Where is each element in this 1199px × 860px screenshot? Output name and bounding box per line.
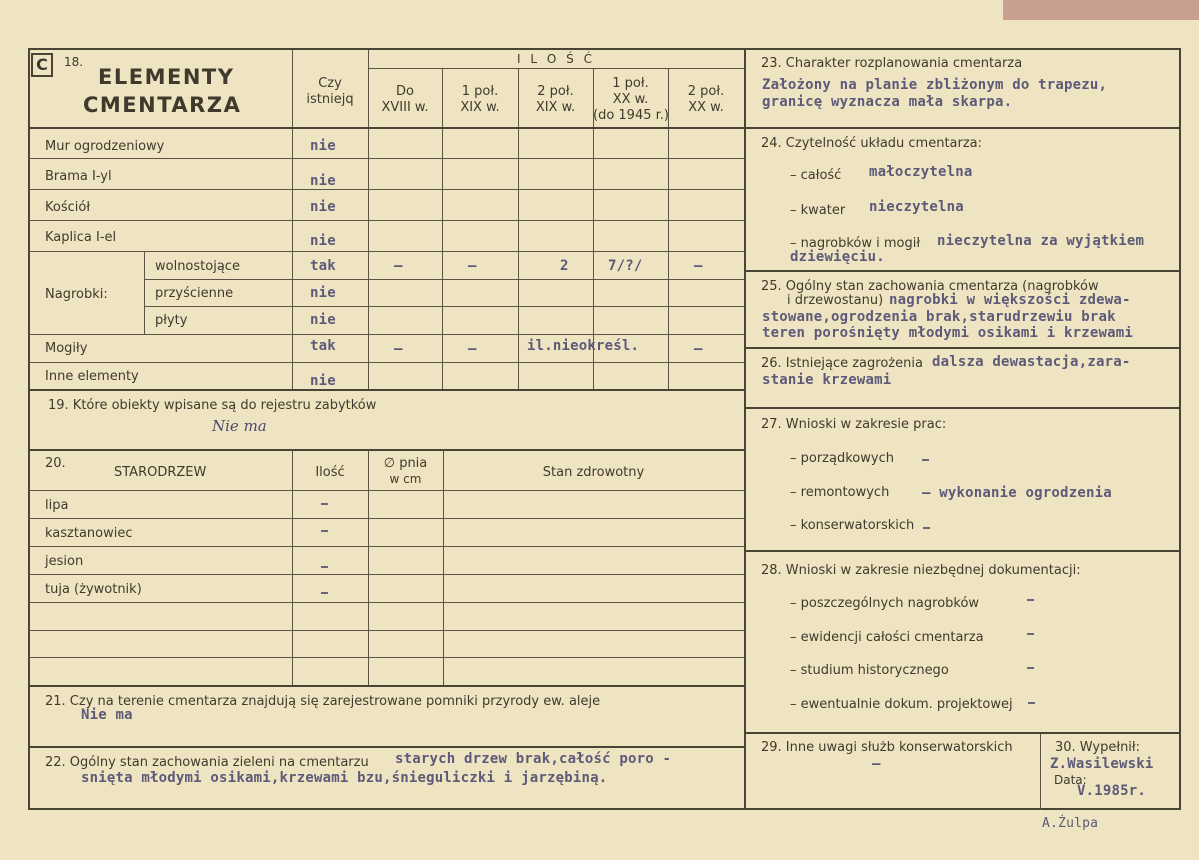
col-header-1xx-3: (do 1945 r.) bbox=[593, 108, 669, 123]
section-26-value-2: stanie krzewami bbox=[762, 372, 892, 388]
section-18-number: 18. bbox=[64, 55, 84, 69]
section-26-label: 26. Istniejące zagrożenia bbox=[761, 356, 923, 371]
section-20-number: 20. bbox=[45, 456, 66, 471]
dokumentacja-dash bbox=[1027, 599, 1034, 601]
col-header-1xx-1: 1 poł. bbox=[612, 76, 649, 91]
section-23-value-1: Założony na planie zbliżonym do trapezu, bbox=[762, 77, 1108, 93]
data-value: V.1985r. bbox=[1077, 783, 1147, 799]
grid-line bbox=[28, 685, 745, 687]
tree-row-jesion: jesion bbox=[45, 554, 84, 569]
section-28-label: 28. Wnioski w zakresie niezbędnej dokumentacji: bbox=[761, 563, 1081, 578]
col-header-xviii-1: Do bbox=[396, 84, 414, 99]
dokumentacja-dash bbox=[1028, 702, 1035, 704]
czytelnosc-nagrobkow-label: – nagrobków i mogił bbox=[790, 236, 921, 251]
grid-line bbox=[28, 251, 744, 252]
row-value-mur: nie bbox=[310, 138, 336, 154]
grid-line bbox=[28, 334, 744, 335]
footer-signature: A.Żulpa bbox=[1042, 816, 1099, 831]
section-22-value-2: snięta młodymi osikami,krzewami bzu,śnieguliczki i jarzębiną. bbox=[81, 770, 608, 786]
czy-header-2: istniejq bbox=[306, 92, 354, 107]
section-21-label: 21. Czy na terenie cmentarza znajdują się zarejestrowane pomniki przyrody ew. aleje bbox=[45, 694, 601, 709]
grid-line bbox=[28, 220, 744, 221]
mogily-c34: il.nieokreśl. bbox=[527, 338, 640, 354]
mogily-c5: – bbox=[694, 341, 703, 357]
col-header-1xix-1: 1 poł. bbox=[461, 84, 499, 99]
section-18-title-2: CMENTARZA bbox=[83, 93, 242, 117]
data-label: Data: bbox=[1054, 773, 1087, 787]
starodrzew-stan-header: Stan zdrowotny bbox=[542, 465, 645, 480]
wolnostojace-c5: – bbox=[694, 258, 703, 274]
grid-line bbox=[28, 746, 745, 748]
wolnostojace-c1: – bbox=[394, 258, 403, 274]
section-25-label-2: i drzewostanu) bbox=[787, 293, 884, 308]
column-divider bbox=[744, 48, 746, 810]
grid-line bbox=[292, 449, 293, 685]
czytelnosc-calosc-label: – całość bbox=[790, 168, 842, 183]
mogily-c2: – bbox=[468, 341, 477, 357]
section-23-label: 23. Charakter rozplanowania cmentarza bbox=[761, 56, 1023, 71]
dokumentacja-dash bbox=[1027, 667, 1034, 669]
grid-line bbox=[28, 127, 745, 129]
section-25-value-3: teren porośnięty młodymi osikami i krzewami bbox=[762, 326, 1134, 341]
section-26-value-1: dalsza dewastacja,zara- bbox=[932, 354, 1131, 370]
prace-remontowe-value: – wykonanie ogrodzenia bbox=[922, 485, 1112, 501]
col-header-2xix-2: XIX w. bbox=[535, 100, 576, 115]
section-23-value-2: granicę wyznacza mała skarpa. bbox=[762, 94, 1013, 110]
grid-line bbox=[745, 270, 1181, 272]
grid-line bbox=[28, 574, 744, 575]
section-20-title: STARODRZEW bbox=[114, 465, 207, 480]
section-22-value-1: starych drzew brak,całość poro - bbox=[395, 751, 672, 767]
grid-line bbox=[745, 732, 1181, 734]
col-header-2xx-2: XX w. bbox=[688, 100, 724, 115]
czy-header-1: Czy bbox=[318, 76, 342, 91]
grid-line bbox=[745, 127, 1181, 129]
col-header-xviii-2: XVIII w. bbox=[381, 100, 429, 115]
grid-line bbox=[518, 68, 519, 390]
grid-line bbox=[28, 490, 744, 491]
row-label-wolnostojace: wolnostojące bbox=[155, 259, 240, 274]
wolnostojace-c4: 7/?/ bbox=[608, 258, 643, 274]
grid-line bbox=[144, 279, 744, 280]
row-label-brama: Brama I-yl bbox=[45, 169, 112, 184]
ilosc-header: I L O Ś Ć bbox=[517, 52, 595, 66]
row-value-brama: nie bbox=[310, 173, 336, 189]
wolnostojace-c2: – bbox=[468, 258, 477, 274]
section-19-label: 19. Które obiekty wpisane są do rejestru zabytków bbox=[48, 398, 377, 413]
row-value-przyscienne: nie bbox=[310, 285, 336, 301]
starodrzew-pnia-header-2: w cm bbox=[389, 472, 422, 486]
tree-ilosc-dash bbox=[321, 530, 328, 532]
section-30-label: 30. Wypełnił: bbox=[1055, 740, 1140, 755]
prace-remontowe: – remontowych bbox=[790, 485, 890, 500]
czytelnosc-kwater-label: – kwater bbox=[790, 203, 846, 218]
tree-ilosc-dash bbox=[321, 503, 328, 505]
grid-line bbox=[368, 68, 744, 69]
col-header-2xix-1: 2 poł. bbox=[537, 84, 574, 99]
prace-porzadkowe: – porządkowych bbox=[790, 451, 894, 466]
row-label-mogily: Mogiły bbox=[45, 341, 88, 356]
grid-line bbox=[28, 158, 744, 159]
prace-porzadkowe-dash bbox=[922, 459, 929, 461]
dokumentacja-item: – studium historycznego bbox=[790, 663, 949, 678]
grid-line bbox=[745, 347, 1181, 349]
section-25-value-2: stowane,ogrodzenia brak,starudrzewiu brak bbox=[762, 309, 1116, 325]
tree-row-kasztanowiec: kasztanowiec bbox=[45, 526, 133, 541]
row-label-kaplica: Kaplica I-el bbox=[45, 230, 117, 245]
czytelnosc-kwater-value: nieczytelna bbox=[869, 199, 964, 215]
grid-line bbox=[28, 630, 744, 631]
col-header-2xx-1: 2 poł. bbox=[687, 84, 725, 99]
col-header-1xx-2: XX w. bbox=[612, 92, 649, 107]
dokumentacja-dash bbox=[1027, 633, 1034, 635]
section-letter-box: C bbox=[31, 53, 53, 77]
row-label-kosciol: Kościół bbox=[45, 200, 91, 215]
row-value-wolnostojace: tak bbox=[310, 258, 336, 274]
col-divider-29-30 bbox=[1040, 733, 1041, 810]
row-label-plyty: płyty bbox=[155, 313, 188, 328]
binding-strip bbox=[1003, 0, 1199, 20]
dokumentacja-item: – ewidencji całości cmentarza bbox=[790, 630, 984, 645]
section-25-value-1: nagrobki w większości zdewa- bbox=[889, 292, 1131, 308]
grid-line bbox=[28, 602, 744, 603]
grid-line bbox=[28, 362, 744, 363]
wolnostojace-c3: 2 bbox=[560, 258, 569, 274]
dokumentacja-item: – poszczególnych nagrobków bbox=[790, 596, 980, 611]
czytelnosc-nagrobkow-value-2: dziewięciu. bbox=[790, 249, 885, 265]
tree-row-tuja: tuja (żywotnik) bbox=[45, 582, 142, 597]
starodrzew-ilosc-header: Ilość bbox=[315, 465, 345, 480]
grid-line bbox=[745, 407, 1181, 409]
section-22-label: 22. Ogólny stan zachowania zieleni na cmentarzu bbox=[45, 755, 369, 770]
starodrzew-pnia-header-1: ∅ pnia bbox=[383, 456, 428, 471]
grid-line bbox=[442, 68, 443, 390]
section-29-value: – bbox=[872, 756, 881, 772]
row-label-mur: Mur ogrodzeniowy bbox=[45, 139, 165, 154]
section-24-label: 24. Czytelność układu cmentarza: bbox=[761, 136, 983, 151]
col-header-1xix-2: XIX w. bbox=[460, 100, 500, 115]
grid-line bbox=[28, 657, 744, 658]
mogily-c1: – bbox=[394, 341, 403, 357]
row-label-przyscienne: przyścienne bbox=[155, 286, 234, 301]
wypelnil-name: Z.Wasilewski bbox=[1050, 756, 1154, 772]
grid-line bbox=[28, 389, 745, 391]
czytelnosc-nagrobkow-value-1: nieczytelna za wyjątkiem bbox=[937, 233, 1145, 249]
section-19-value: Nie ma bbox=[212, 417, 267, 435]
row-label-inne: Inne elementy bbox=[45, 369, 139, 384]
tree-row-lipa: lipa bbox=[45, 498, 69, 513]
grid-line bbox=[745, 550, 1181, 552]
grid-line bbox=[443, 449, 444, 685]
row-value-kaplica: nie bbox=[310, 233, 336, 249]
grid-line bbox=[28, 449, 745, 451]
section-27-label: 27. Wnioski w zakresie prac: bbox=[761, 417, 947, 432]
czytelnosc-calosc-value: małoczytelna bbox=[869, 164, 973, 180]
section-21-value: Nie ma bbox=[81, 707, 133, 723]
row-value-plyty: nie bbox=[310, 312, 336, 328]
section-18-title-1: ELEMENTY bbox=[98, 65, 235, 89]
grid-line bbox=[144, 251, 145, 334]
row-label-nagrobki: Nagrobki: bbox=[45, 287, 108, 302]
tree-ilosc-dash bbox=[321, 566, 328, 568]
row-value-inne: nie bbox=[310, 373, 336, 389]
section-25-label-1: 25. Ogólny stan zachowania cmentarza (nagrobków bbox=[761, 279, 1099, 294]
prace-konserwatorskie-dash bbox=[923, 527, 930, 529]
grid-line bbox=[144, 306, 744, 307]
grid-line bbox=[28, 518, 744, 519]
row-value-mogily: tak bbox=[310, 338, 336, 354]
grid-line bbox=[28, 189, 744, 190]
section-29-label: 29. Inne uwagi służb konserwatorskich bbox=[761, 740, 1013, 755]
prace-konserwatorskie: – konserwatorskich bbox=[790, 518, 915, 533]
dokumentacja-item: – ewentualnie dokum. projektowej bbox=[790, 697, 1013, 712]
grid-line bbox=[28, 546, 744, 547]
row-value-kosciol: nie bbox=[310, 199, 336, 215]
tree-ilosc-dash bbox=[321, 592, 328, 594]
